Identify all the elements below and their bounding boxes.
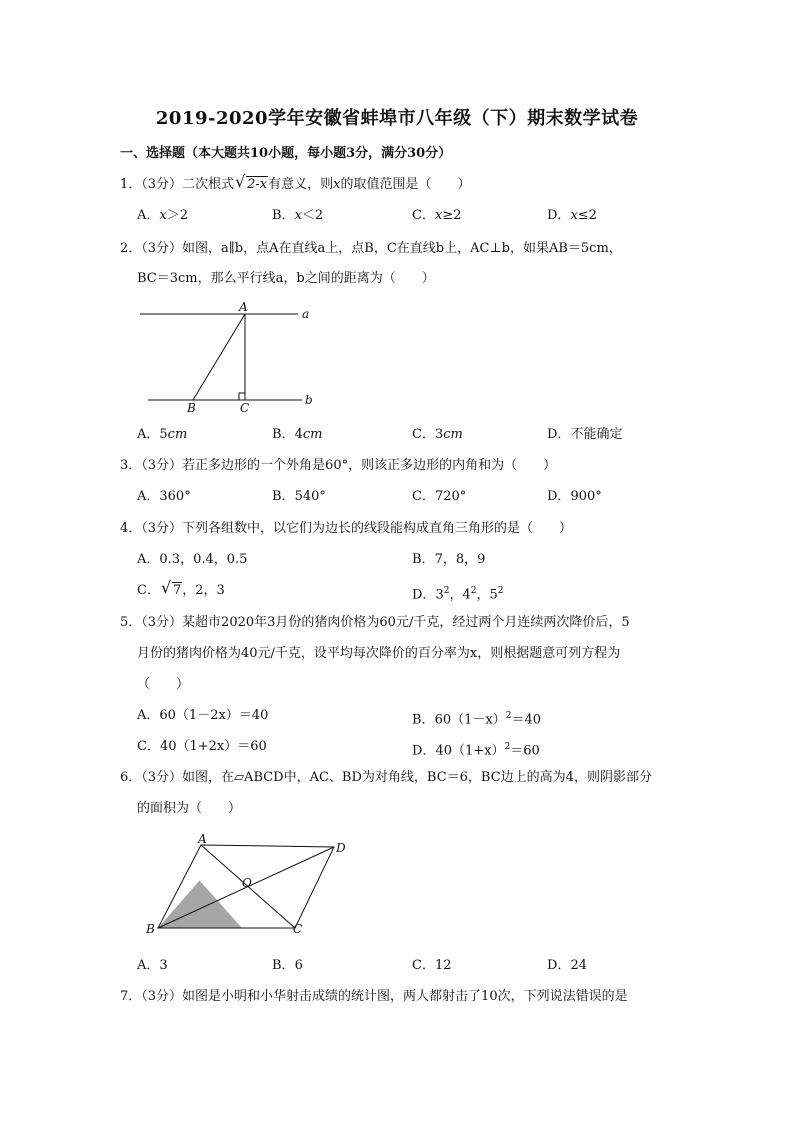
- option-text: 3: [159, 958, 168, 973]
- question-text: 二次根式: [182, 177, 235, 192]
- label-c-point: C: [240, 401, 250, 415]
- option-text: 900°: [570, 489, 602, 504]
- question-6: [120, 769, 652, 787]
- option-label: C．: [412, 208, 435, 223]
- question-2: [120, 240, 622, 258]
- power-exponent: 2: [497, 586, 504, 596]
- option-label: B．: [412, 552, 435, 567]
- section-heading-choice: 一、选择题（本大题共10小题，每小题3分，满分30分）: [120, 146, 452, 161]
- option-c[interactable]: [412, 957, 452, 975]
- option-c[interactable]: [412, 207, 461, 225]
- separator: ，: [476, 587, 490, 603]
- option-label: B．: [272, 427, 295, 442]
- option-a[interactable]: [137, 551, 247, 569]
- option-text: 540°: [294, 489, 326, 504]
- option-label: D．: [547, 489, 571, 504]
- label-b-point: B: [187, 401, 196, 415]
- option-text: ＞2: [166, 208, 189, 223]
- sqrt-icon: √: [235, 172, 246, 191]
- option-text: 4: [294, 427, 303, 442]
- option-b[interactable]: [412, 551, 485, 569]
- option-unit: cm: [302, 427, 323, 442]
- question-number: 7．: [120, 989, 142, 1004]
- option-text: ＜2: [301, 208, 324, 223]
- option-label: A．: [137, 958, 160, 973]
- option-d[interactable]: [547, 207, 597, 225]
- question-number: 6．: [120, 770, 142, 785]
- option-label: C．: [412, 489, 435, 504]
- power-exponent: 2: [470, 586, 477, 596]
- radicand: 2-x: [247, 177, 268, 192]
- power-base: 5: [489, 587, 498, 603]
- label-a-point: A: [198, 832, 207, 846]
- label-o-point: O: [242, 876, 252, 890]
- option-label: C．: [137, 739, 160, 754]
- option-text: 720°: [434, 489, 467, 504]
- option-label: D．: [547, 427, 571, 442]
- option-label: B．: [272, 489, 295, 504]
- option-label: D．: [547, 958, 571, 973]
- option-text: 12: [434, 958, 452, 973]
- option-d[interactable]: [547, 957, 587, 975]
- option-text: 7，8，9: [434, 552, 486, 567]
- option-text: 60（1－2x）＝40: [159, 708, 269, 723]
- power-base: 4: [462, 587, 471, 603]
- option-label: B．: [412, 712, 435, 728]
- question-text: （3分）下列各组数中，以它们为边长的线段能构成直角三角形的是（ ）: [141, 521, 573, 536]
- option-label: A．: [137, 427, 160, 442]
- option-label: A．: [137, 489, 160, 504]
- question-7: [120, 988, 628, 1006]
- option-a[interactable]: [137, 957, 168, 975]
- option-b[interactable]: [272, 957, 303, 975]
- question-1: [120, 172, 471, 194]
- sqrt-icon: √: [160, 578, 172, 597]
- option-label: C．: [137, 583, 160, 598]
- option-text: ，2，3: [182, 583, 225, 598]
- option-text: 360°: [159, 489, 191, 504]
- question-number: 4．: [120, 521, 142, 536]
- question-text: 有意义，则: [268, 177, 334, 192]
- option-a[interactable]: [137, 707, 268, 725]
- separator: ，: [449, 587, 463, 603]
- option-a[interactable]: [137, 426, 187, 444]
- question-number: 3．: [120, 458, 142, 473]
- label-a-point: A: [239, 300, 248, 314]
- question-5-line-2: 月份的猪肉价格为40元/千克，设平均每次降价的百分率为x，则根据题意可列方程为: [137, 646, 621, 661]
- option-d[interactable]: [412, 738, 540, 760]
- question-text: （3分）如图，a∥b，点A在直线a上，点B，C在直线b上，AC⊥b，如果AB＝5cm，: [141, 241, 622, 256]
- option-text: 40（1+2x）＝60: [159, 739, 267, 754]
- option-text: ≤2: [577, 208, 597, 223]
- power-exponent: 2: [505, 711, 512, 721]
- option-label: C．: [412, 427, 435, 442]
- question-number: 1．: [120, 177, 142, 192]
- question-2-line-2: BC＝3cm，那么平行线a，b之间的距离为（ ）: [137, 271, 435, 286]
- question-number: 2．: [120, 241, 142, 256]
- power-base: 3: [435, 587, 444, 603]
- radicand: 7: [172, 583, 182, 598]
- power-exponent: 2: [443, 586, 450, 596]
- question-score: （3分）: [141, 177, 183, 192]
- option-text: 24: [570, 958, 587, 973]
- option-d[interactable]: [412, 582, 504, 604]
- power-exponent: 2: [504, 742, 511, 752]
- sqrt-expression: [160, 578, 182, 600]
- option-c[interactable]: [137, 578, 225, 600]
- label-d-point: D: [336, 841, 346, 855]
- option-text: ＝60: [510, 743, 540, 759]
- variable: x: [294, 208, 302, 223]
- question-text: （3分）如图是小明和小华射击成绩的统计图，两人都射击了10次，下列说法错误的是: [141, 989, 628, 1004]
- exam-title: 2019-2020学年安徽省蚌埠市八年级（下）期末数学试卷: [155, 108, 639, 129]
- variable: x: [333, 177, 341, 192]
- option-text: 0.3，0.4，0.5: [159, 552, 248, 567]
- option-d[interactable]: [547, 488, 602, 506]
- label-line-b: b: [305, 393, 313, 407]
- option-text: 不能确定: [570, 427, 623, 442]
- label-b-point: B: [146, 922, 155, 936]
- option-c[interactable]: [137, 738, 267, 756]
- option-label: D．: [412, 587, 436, 603]
- option-text: ≥2: [442, 208, 462, 223]
- question-text: （3分）某超市2020年3月份的猪肉价格为60元/千克，经过两个月连续两次降价后，5: [141, 615, 630, 630]
- option-a[interactable]: [137, 207, 188, 225]
- question-text: 的取值范围是（ ）: [340, 177, 471, 192]
- option-unit: cm: [167, 427, 188, 442]
- question-6-line-2: 的面积为（ ）: [137, 801, 242, 816]
- figure-parallel-lines: [130, 300, 330, 420]
- sqrt-expression: [235, 172, 268, 194]
- option-label: D．: [412, 743, 436, 759]
- option-label: C．: [412, 958, 435, 973]
- right-angle-mark: [239, 393, 245, 400]
- segment-ab: [193, 314, 245, 400]
- option-b[interactable]: [272, 426, 322, 444]
- option-b[interactable]: [272, 207, 323, 225]
- option-label: A．: [137, 552, 160, 567]
- figure-parallelogram: [140, 832, 360, 942]
- option-a[interactable]: [137, 488, 191, 506]
- variable: x: [570, 208, 578, 223]
- option-text: 5: [159, 427, 168, 442]
- question-text: （3分）如图，在▱ABCD中，AC、BD为对角线，BC＝6，BC边上的高为4，则阴影部分: [141, 770, 652, 785]
- option-b[interactable]: [412, 707, 541, 729]
- variable: x: [434, 208, 443, 223]
- label-line-a: a: [302, 307, 310, 321]
- question-5: [120, 614, 630, 632]
- question-number: 5．: [120, 615, 142, 630]
- option-text: ＝40: [511, 712, 541, 728]
- option-label: A．: [137, 208, 160, 223]
- question-4: [120, 520, 572, 538]
- option-c[interactable]: [412, 488, 466, 506]
- option-b[interactable]: [272, 488, 326, 506]
- option-label: D．: [547, 208, 571, 223]
- label-c-point: C: [293, 922, 303, 936]
- option-label: B．: [272, 208, 295, 223]
- option-text: 3: [434, 427, 444, 442]
- question-5-line-3: （ ）: [137, 677, 190, 692]
- option-unit: cm: [443, 427, 463, 442]
- question-text: （3分）若正多边形的一个外角是60°，则该正多边形的内角和为（ ）: [141, 458, 557, 473]
- option-text: 40（1+x）: [435, 743, 505, 759]
- question-3: [120, 457, 556, 475]
- option-label: B．: [272, 958, 295, 973]
- option-text: 6: [294, 958, 303, 973]
- variable: x: [159, 208, 167, 223]
- option-label: A．: [137, 708, 160, 723]
- option-text: 60（1－x）: [434, 712, 506, 728]
- option-d[interactable]: [547, 426, 622, 444]
- option-c[interactable]: [412, 426, 463, 444]
